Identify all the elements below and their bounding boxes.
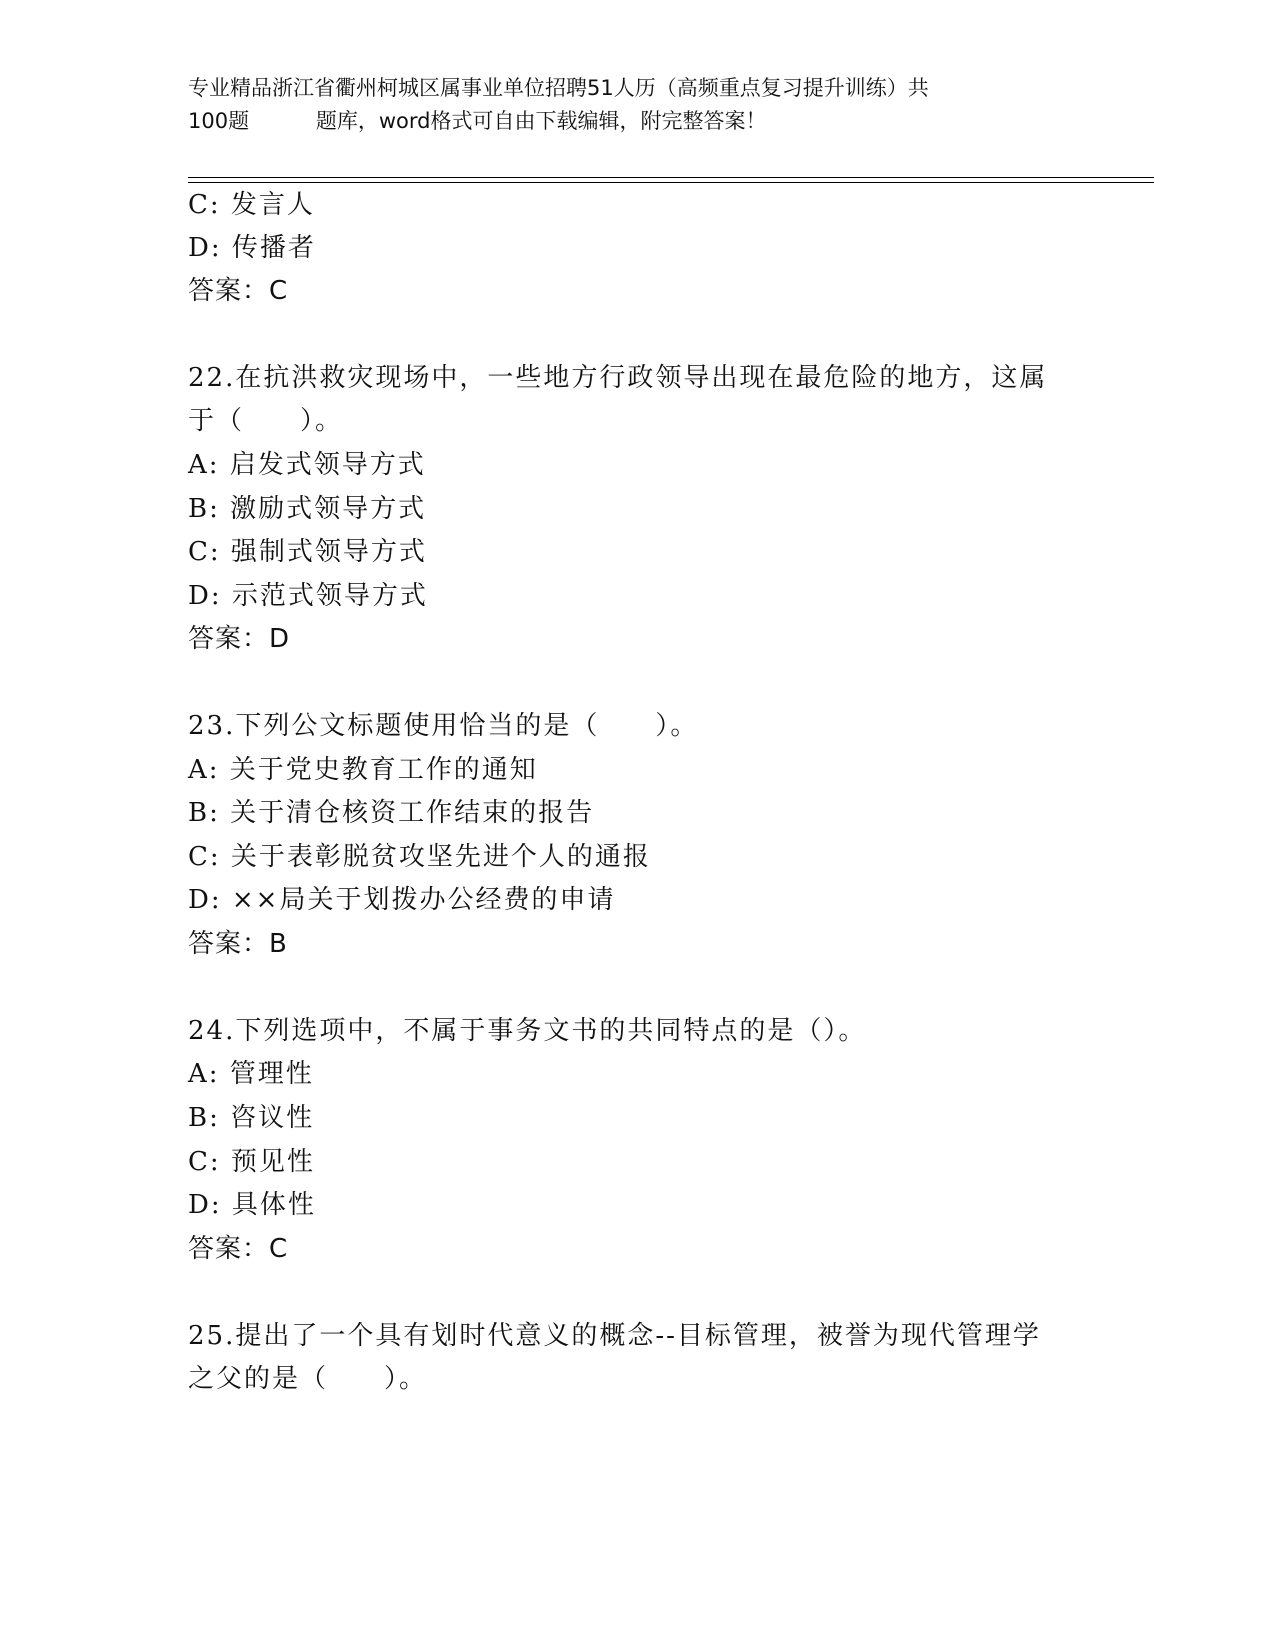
q24-option-d: D: 具体性 xyxy=(188,1190,316,1220)
q23-option-d: D: ××局关于划拨办公经费的申请 xyxy=(188,885,616,915)
header-title-line2 xyxy=(188,105,1088,138)
header-title-line1: 专业精品浙江省衢州柯城区属事业单位招聘51人历（高频重点复习提升训练）共 xyxy=(188,76,929,100)
q24-option-a: A: 管理性 xyxy=(188,1059,314,1089)
header-count: 100题 xyxy=(188,109,250,133)
q23-option-c: C: 关于表彰脱贫攻坚先进个人的通报 xyxy=(188,842,651,872)
q22-option-a: A: 启发式领导方式 xyxy=(188,450,426,480)
q22-stem-line2: 于（ ）。 xyxy=(188,406,344,436)
q24-option-c: C: 预见性 xyxy=(188,1147,315,1177)
q22-answer: 答案：D xyxy=(188,624,291,654)
q24-stem: 24.下列选项中，不属于事务文书的共同特点的是（）。 xyxy=(188,1016,867,1046)
q23-option-a: A: 关于党史教育工作的通知 xyxy=(188,755,538,785)
q21-answer: 答案：C xyxy=(188,276,289,306)
q23-stem: 23.下列公文标题使用恰当的是（ ）。 xyxy=(188,711,699,741)
q24-option-b: B: 咨议性 xyxy=(188,1103,315,1133)
q24-answer: 答案：C xyxy=(188,1234,289,1264)
q25-stem-line1: 25.提出了一个具有划时代意义的概念--目标管理，被誉为现代管理学 xyxy=(188,1321,1041,1351)
header-divider-top xyxy=(188,177,1154,178)
q21-option-d: D: 传播者 xyxy=(188,233,316,263)
q22-option-b: B: 激励式领导方式 xyxy=(188,494,427,524)
q22-option-d: D: 示范式领导方式 xyxy=(188,581,428,611)
q25-stem-line2: 之父的是（ ）。 xyxy=(188,1364,428,1394)
header-divider-bottom xyxy=(188,182,1154,183)
q22-stem-line1: 22.在抗洪救灾现场中，一些地方行政领导出现在最危险的地方，这属 xyxy=(188,363,1048,393)
q23-option-b: B: 关于清仓核资工作结束的报告 xyxy=(188,798,595,828)
document-header xyxy=(188,72,1088,138)
header-subtitle: 题库，word格式可自由下载编辑，附完整答案！ xyxy=(315,109,767,133)
q23-answer: 答案：B xyxy=(188,929,288,959)
q21-option-c: C: 发言人 xyxy=(188,190,315,220)
q22-option-c: C: 强制式领导方式 xyxy=(188,537,427,567)
